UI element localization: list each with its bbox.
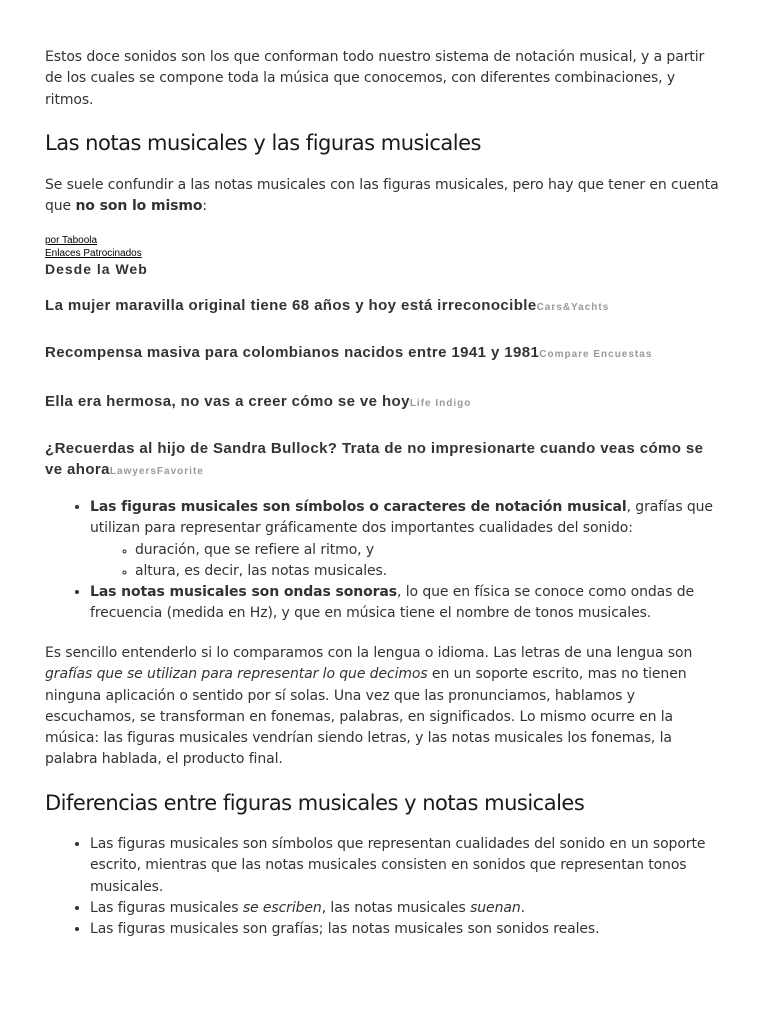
sub-list-item: ◦ duración, que se refiere al ritmo, y	[135, 540, 722, 561]
diferencias-list	[45, 834, 722, 940]
list-item-bold: Las notas musicales son ondas sonoras	[90, 584, 398, 601]
sponsored-title[interactable]: ¿Recuerdas al hijo de Sandra Bullock? Trata de no impresionarte cuando veas cómo se ve ahora	[45, 440, 704, 478]
analogy-text: Es sencillo entenderlo si lo comparamos con la lengua o idioma. Las letras de una lengua son	[45, 645, 693, 661]
list-item-text: , las notas musicales	[321, 899, 471, 916]
sponsored-item[interactable]	[45, 343, 722, 366]
confusion-text: Se suele confundir a las notas musicales con las figuras musicales, pero hay que tener en cuenta que	[45, 177, 719, 215]
list-item: • Las figuras musicales son símbolos que representan cualidades del sonido en un soporte escrito, mientras que las notas musicales consisten en sonidos que representan tonos musicales.	[90, 834, 722, 898]
taboola-by-link[interactable]: por Taboola	[45, 235, 98, 246]
confusion-paragraph	[45, 175, 722, 218]
figuras-vs-notas-list	[45, 497, 722, 625]
sub-list-item: ◦ altura, es decir, las notas musicales.	[135, 561, 722, 582]
sponsored-title[interactable]: La mujer maravilla original tiene 68 años y hoy está irreconocible	[45, 297, 537, 314]
sponsored-title[interactable]: Recompensa masiva para colombianos nacidos entre 1941 y 1981	[45, 344, 540, 361]
sub-list	[90, 540, 722, 583]
list-item-text: Las figuras musicales	[90, 899, 243, 916]
confusion-end: :	[202, 198, 208, 215]
analogy-text-end: en un soporte escrito, mas no tienen ninguna aplicación o sentido por sí solas. Una vez que las pronunciamos, hablamos y escuchamos, se transforman en fonemas, palabras, en significados. Lo mismo ocurre en la música: las figuras musicales vendrían siendo letras, y las notas musicales los fonemas, la palabra hablada, el producto final.	[45, 666, 687, 768]
sponsored-source: Compare Encuestas	[539, 349, 653, 360]
taboola-widget	[45, 234, 722, 278]
section-heading-diferencias: Diferencias entre figuras musicales y notas musicales	[45, 791, 585, 815]
list-item-text: , grafías que utilizan para representar gráficamente dos importantes cualidades del sonido:	[90, 499, 713, 537]
list-item-text: .	[520, 899, 525, 916]
list-item	[90, 497, 722, 582]
list-item-bold: Las figuras musicales son símbolos o caracteres de notación musical	[90, 499, 627, 515]
sponsored-source: LawyersFavorite	[109, 465, 204, 477]
list-item-italic: se escriben	[242, 899, 322, 916]
list-item-italic: suenan	[470, 899, 521, 916]
sponsored-links-link[interactable]: Enlaces Patrocinados	[45, 248, 142, 259]
sponsored-item[interactable]	[45, 296, 722, 319]
language-analogy-paragraph	[45, 643, 722, 771]
list-item	[90, 582, 722, 625]
taboola-header: Desde la Web	[45, 261, 148, 277]
intro-paragraph: Estos doce sonidos son los que conforman todo nuestro sistema de notación musical, y a partir de los cuales se compone toda la música que conocemos, con diferentes combinaciones, y ritmos.	[45, 49, 705, 108]
sponsored-source: Life Indigo	[409, 398, 472, 409]
sponsored-source: Cars&Yachts	[536, 302, 610, 313]
section-heading-notas-figuras: Las notas musicales y las figuras musicales	[45, 131, 481, 155]
list-item: • Las figuras musicales son grafías; las notas musicales son sonidos reales.	[90, 919, 722, 940]
analogy-italic: grafías que se utilizan para representar lo que decimos	[45, 666, 428, 683]
sponsored-title[interactable]: Ella era hermosa, no vas a creer cómo se ve hoy	[45, 393, 410, 410]
sponsored-item[interactable]	[45, 439, 722, 482]
sponsored-item[interactable]	[45, 392, 722, 415]
list-item	[90, 898, 722, 919]
confusion-bold: no son lo mismo	[75, 198, 203, 215]
list-item-text: , lo que en física se conoce como ondas de frecuencia (medida en Hz), y que en música tiene el nombre de tonos musicales.	[90, 584, 694, 622]
